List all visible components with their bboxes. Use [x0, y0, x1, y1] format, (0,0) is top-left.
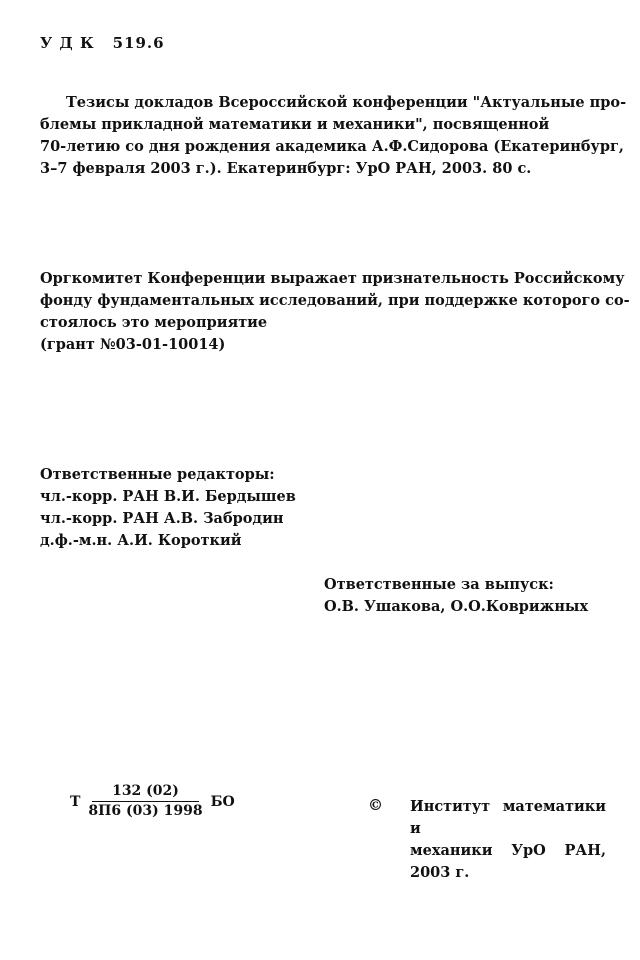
editor-name: д.ф.-м.н. А.И. Короткий — [40, 532, 242, 549]
abstract-line: блемы прикладной математики и механики", посвященной — [40, 116, 550, 133]
publisher-line: Институт математики и — [410, 798, 606, 837]
editors-heading: Ответственные редакторы: — [40, 466, 275, 483]
acknowledgement-line: стоялось это мероприятие — [40, 314, 268, 331]
catalog-numerator: 132 (02) — [92, 782, 199, 802]
publisher-block — [410, 796, 606, 884]
udk-label: У Д К — [40, 34, 95, 52]
udk-line — [40, 34, 165, 52]
udk-code: 519.6 — [112, 34, 165, 52]
copyright-icon: © — [368, 796, 383, 814]
abstract-line: 3–7 февраля 2003 г.). Екатеринбург: УрО РАН, 2003. 80 с. — [40, 160, 532, 177]
catalog-fraction — [84, 782, 206, 821]
editors-block — [40, 464, 296, 552]
acknowledgement-line: фонду фундаментальных исследований, при поддержке которого со- — [40, 292, 630, 309]
abstract-line: Тезисы докладов Всероссийской конференции "Актуальные про- — [66, 94, 627, 111]
release-names: О.В. Ушакова, О.О.Коврижных — [324, 598, 589, 615]
editor-name: чл.-корр. РАН А.В. Забродин — [40, 510, 284, 527]
catalog-suffix: БО — [210, 793, 235, 810]
acknowledgement-line: Оргкомитет Конференции выражает признательность Российскому — [40, 270, 625, 287]
publisher-line: механики УрО РАН, — [410, 842, 606, 859]
editor-name: чл.-корр. РАН В.И. Бердышев — [40, 488, 296, 505]
release-heading: Ответственные за выпуск: — [324, 576, 554, 593]
publisher-line: 2003 г. — [410, 864, 470, 881]
abstract-line: 70-летию со дня рождения академика А.Ф.Сидорова (Екатеринбург, — [40, 138, 624, 155]
catalog-prefix: Т — [70, 793, 81, 810]
release-block — [324, 574, 588, 618]
catalog-index — [70, 782, 235, 821]
catalog-denominator: 8П6 (03) 1998 — [88, 803, 203, 819]
bibliographic-abstract — [40, 92, 627, 180]
acknowledgement-line: (грант №03-01-10014) — [40, 336, 226, 353]
acknowledgement — [40, 268, 630, 356]
